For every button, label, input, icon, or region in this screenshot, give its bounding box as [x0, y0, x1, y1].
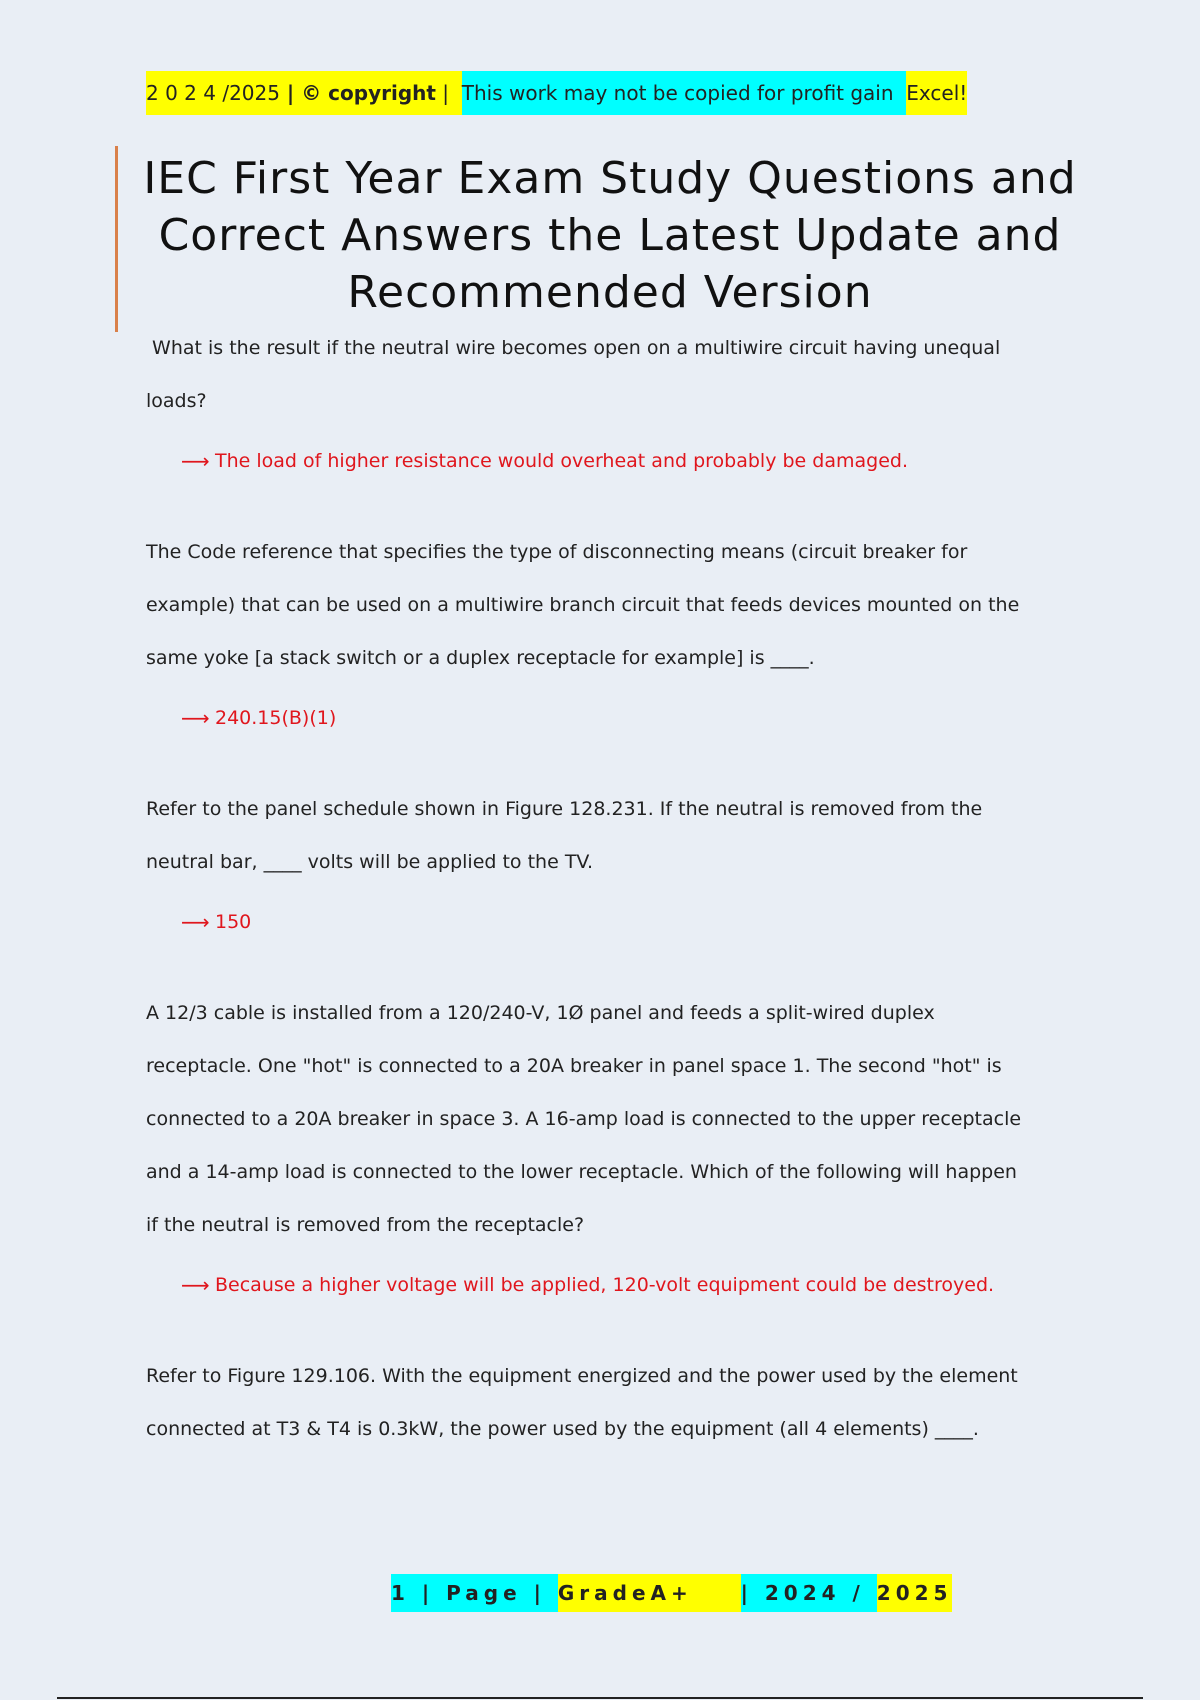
answer: [181, 428, 1066, 476]
answer-text: 240.15(B)(1): [215, 707, 337, 729]
page-title: [135, 150, 1085, 321]
title-accent-rule: [115, 146, 118, 332]
footer-year: | 2024 /: [741, 1574, 877, 1612]
arrow-right-icon: ⟶: [181, 910, 210, 934]
bottom-divider: [57, 1697, 1143, 1699]
title-line: Recommended Version: [347, 267, 873, 318]
title-line: IEC First Year Exam Study Questions and: [143, 153, 1077, 204]
qa-item: [146, 783, 1066, 937]
answer: [181, 889, 1066, 937]
header-separator: |: [436, 71, 462, 115]
title-line: Correct Answers the Latest Update and: [158, 210, 1062, 261]
qa-item: [146, 526, 1066, 733]
answer-text: 150: [215, 911, 252, 933]
answer-text: The load of higher resistance would overheat and probably be damaged.: [215, 450, 908, 472]
question-text: Refer to Figure 129.106. With the equipment energized and the power used by the element connected at T3 & T4 is 0.3kW, the power used by the equipment (all 4 elements) ____.: [146, 1365, 1018, 1440]
header-separator: |: [280, 71, 301, 115]
footer-page: 1 | Page |: [391, 1574, 558, 1612]
question-text: A 12/3 cable is installed from a 120/240-V, 1Ø panel and feeds a split-wired duplex receptacle. One "hot" is connected to a 20A breaker in panel space 1. The second "hot" is connected to a 20A breaker in space 3. A 16-amp load is connected to the upper receptacle and a 14-amp load is connected to the lower receptacle. Which of the following will happen if the neutral is removed from the receptacle?: [146, 1002, 1022, 1236]
arrow-right-icon: ⟶: [181, 449, 210, 473]
question-text: The Code reference that specifies the type of disconnecting means (circuit breaker for example) that can be used on a multiwire branch circuit that feeds devices mounted on the same yoke [a stack switch or a duplex receptacle for example] is ____.: [146, 541, 1020, 669]
qa-item: [146, 322, 1066, 476]
title-block: [115, 146, 1085, 332]
qa-item: [146, 1350, 1066, 1456]
header-copyright: © copyright: [301, 71, 436, 115]
qa-item: [146, 987, 1066, 1300]
header-year: 2 0 2 4 /2025: [146, 71, 280, 115]
copyright-banner: [146, 71, 967, 115]
page-footer: [391, 1574, 952, 1612]
question-text: What is the result if the neutral wire becomes open on a multiwire circuit having unequal loads?: [146, 337, 1001, 412]
question-text: Refer to the panel schedule shown in Figure 128.231. If the neutral is removed from the neutral bar, ____ volts will be applied to the TV.: [146, 798, 983, 873]
arrow-right-icon: ⟶: [181, 706, 210, 730]
arrow-right-icon: ⟶: [181, 1273, 210, 1297]
header-notice: This work may not be copied for profit gain: [462, 71, 907, 115]
answer: [181, 685, 1066, 733]
answer: [181, 1252, 1066, 1300]
footer-year-end: 2025: [877, 1574, 953, 1612]
header-excel: Excel!: [906, 71, 967, 115]
footer-grade: GradeA+: [558, 1574, 741, 1612]
answer-text: Because a higher voltage will be applied, 120-volt equipment could be destroyed.: [215, 1274, 995, 1296]
qa-list: [146, 322, 1066, 1456]
